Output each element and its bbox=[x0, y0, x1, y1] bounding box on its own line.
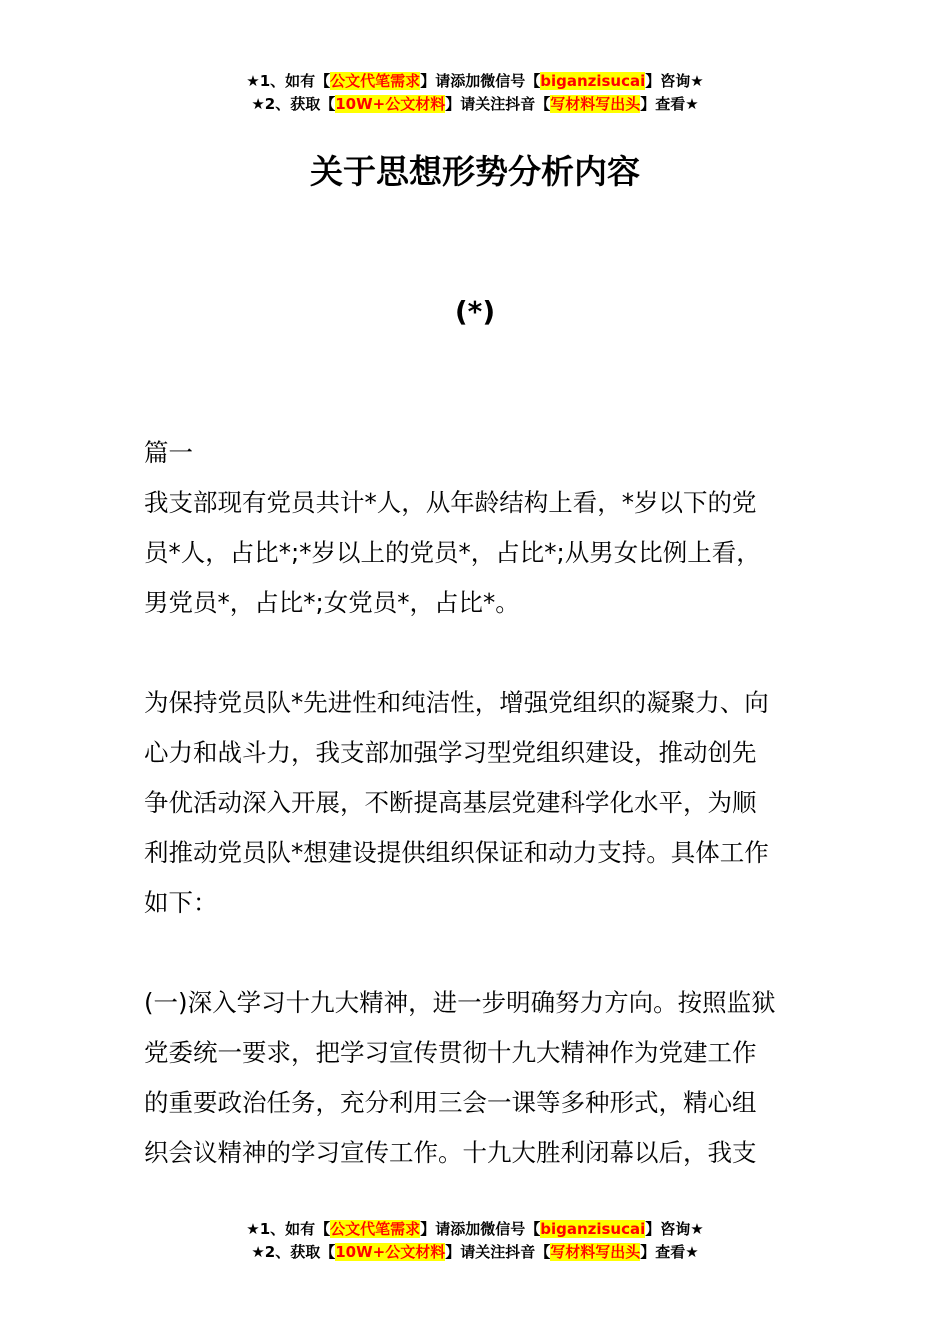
paragraph-line: 我支部现有党员共计*人，从年龄结构上看，*岁以下的党 bbox=[144, 488, 757, 517]
paragraph-line: 织会议精神的学习宣传工作。十九大胜利闭幕以后，我支 bbox=[144, 1138, 757, 1167]
banner-text: 】请添加微信号【 bbox=[420, 72, 541, 90]
banner-highlight: 写材料写出头 bbox=[550, 95, 641, 113]
banner-highlight: biganzisucai bbox=[540, 1220, 646, 1238]
paragraph bbox=[144, 478, 810, 628]
banner-highlight: 10W+公文材料 bbox=[335, 1243, 446, 1261]
banner-text: 】查看★ bbox=[640, 95, 699, 113]
paragraph-line: (一)深入学习十九大精神，进一步明确努力方向。按照监狱 bbox=[144, 988, 776, 1017]
paragraph-line: 争优活动深入开展，不断提高基层党建科学化水平，为顺 bbox=[144, 788, 757, 817]
banner-text: 】请关注抖音【 bbox=[445, 95, 551, 113]
banner-text: 】咨询★ bbox=[645, 72, 704, 90]
document-body bbox=[144, 428, 810, 1228]
banner-text: 】咨询★ bbox=[645, 1220, 704, 1238]
banner-highlight: 公文代笔需求 bbox=[330, 1220, 421, 1238]
paragraph bbox=[144, 978, 810, 1178]
banner-text: ★2、获取【 bbox=[251, 1243, 336, 1261]
section-heading: 篇一 bbox=[144, 438, 193, 467]
paragraph bbox=[144, 678, 810, 928]
paragraph-line: 员*人，占比*;*岁以上的党员*，占比*;从男女比例上看， bbox=[144, 538, 761, 567]
banner-line-1 bbox=[0, 70, 950, 93]
banner-text: 】请关注抖音【 bbox=[445, 1243, 551, 1261]
banner-highlight: biganzisucai bbox=[540, 72, 646, 90]
banner-text: 】请添加微信号【 bbox=[420, 1220, 541, 1238]
paragraph-line: 如下： bbox=[144, 888, 218, 917]
footer-banner bbox=[0, 1218, 950, 1264]
header-banner bbox=[0, 70, 950, 116]
banner-highlight: 10W+公文材料 bbox=[335, 95, 446, 113]
paragraph-line: 心力和战斗力，我支部加强学习型党组织建设，推动创先 bbox=[144, 738, 757, 767]
paragraph-line: 利推动党员队*想建设提供组织保证和动力支持。具体工作 bbox=[144, 838, 769, 867]
paragraph-line: 为保持党员队*先进性和纯洁性，增强党组织的凝聚力、向 bbox=[144, 688, 769, 717]
paragraph-line: 的重要政治任务，充分利用三会一课等多种形式，精心组 bbox=[144, 1088, 757, 1117]
paragraph-line: 男党员*，占比*;女党员*，占比*。 bbox=[144, 588, 520, 617]
document-subtitle: (*) bbox=[454, 295, 496, 328]
banner-text: 】查看★ bbox=[640, 1243, 699, 1261]
banner-highlight: 公文代笔需求 bbox=[330, 72, 421, 90]
banner-text: ★2、获取【 bbox=[251, 95, 336, 113]
banner-line-1 bbox=[0, 1218, 950, 1241]
banner-line-2 bbox=[0, 1241, 950, 1264]
banner-highlight: 写材料写出头 bbox=[550, 1243, 641, 1261]
banner-text: ★1、如有【 bbox=[246, 72, 331, 90]
document-title: 关于思想形势分析内容 bbox=[310, 152, 640, 191]
banner-text: ★1、如有【 bbox=[246, 1220, 331, 1238]
paragraph-line: 党委统一要求，把学习宣传贯彻十九大精神作为党建工作 bbox=[144, 1038, 757, 1067]
banner-line-2 bbox=[0, 93, 950, 116]
